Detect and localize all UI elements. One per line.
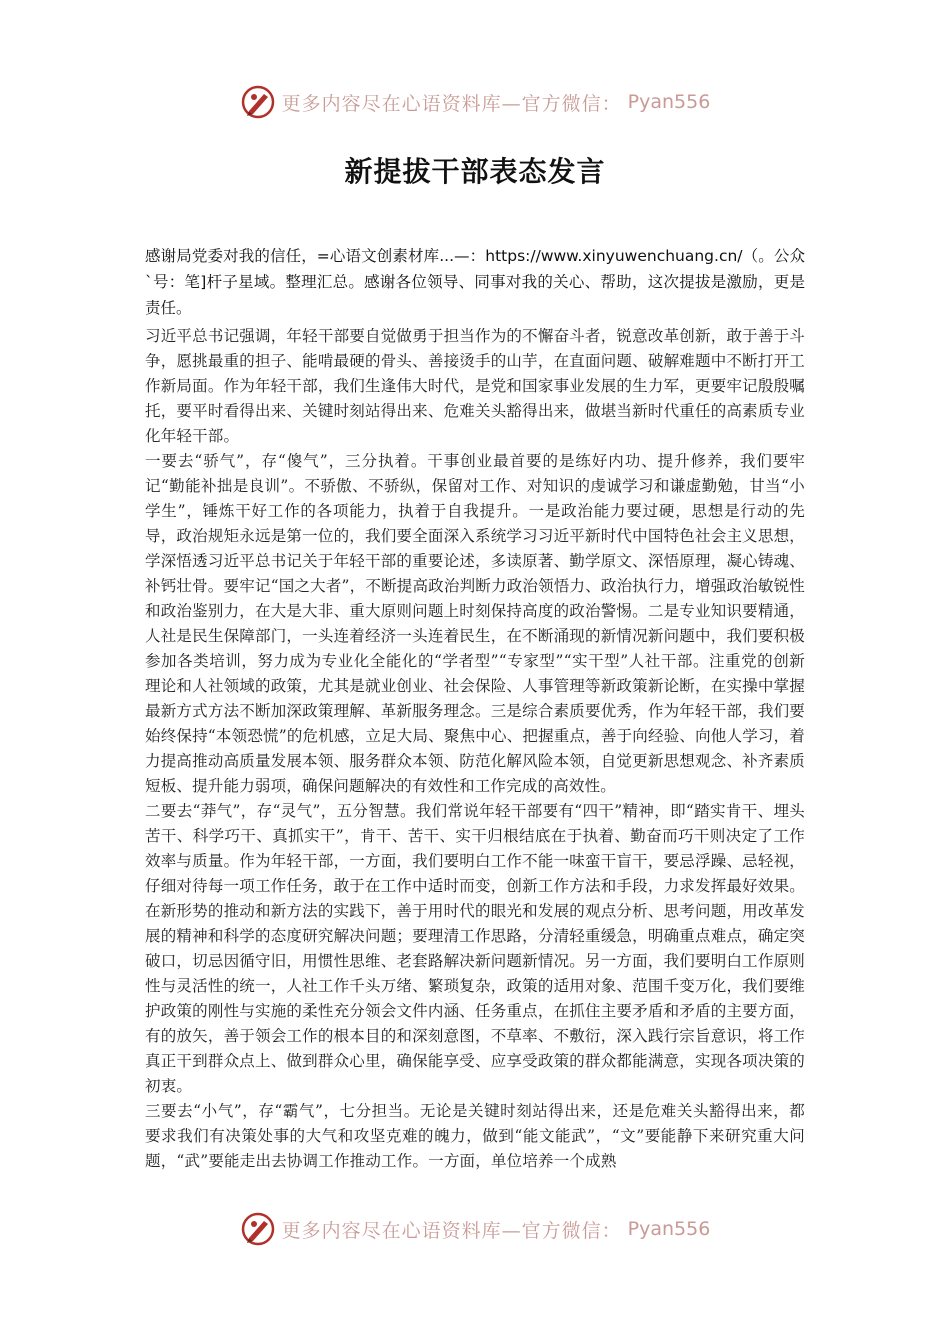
body-paragraph: 一要去“骄气”，存“傻气”，三分执着。干事创业最首要的是练好内功、提升修养，我们要牢记“勤能补拙是良训”。不骄傲、不骄纵，保留对工作、对知识的虔诚学习和谦虚勤勉，甘当“小学生”，锤炼干好工作的各项能力，执着于自我提升。一是政治能力要过硬，思想是行动的先导，政治规矩永远是第一位的，我们要全面深入系统学习习近平新时代中国特色社会主义思想，学深悟透习近平总书记关于年轻干部的重要论述，多读原著、勤学原文、深悟原理，凝心铸魂、补钙壮骨。要牢记“国之大者”，不断提高政治判断力政治领悟力、政治执行力，增强政治敏锐性和政治鉴别力，在大是大非、重大原则问题上时刻保持高度的政治警惕。二是专业知识要精通，人社是民生保障部门，一头连着经济一头连着民生，在不断涌现的新情况新问题中，我们要积极参加各类培训，努力成为专业化全能化的“学者型”“专家型”“实干型”人社干部。注重党的创新理论和人社领域的政策，尤其是就业创业、社会保险、人事管理等新政策新论断，在实操中掌握最新方式方法不断加深政策理解、革新服务理念。三是综合素质要优秀，作为年轻干部，我们要始终保持“本领恐慌”的危机感，立足大局、聚焦中心、把握重点，善于向经验、向他人学习，着力提高推动高质量发展本领、服务群众本领、防范化解风险本领，自觉更新思想观念、补齐素质短板、提升能力弱项，确保问题解决的有效性和工作完成的高效性。 xyxy=(145,452,805,795)
body-paragraph: 习近平总书记强调，年轻干部要自觉做勇于担当作为的不懈奋斗者，锐意改革创新，敢于善于斗争，愿挑最重的担子、能啃最硬的骨头、善接烫手的山芋，在直面问题、破解难题中不断打开工作新局面。作为年轻干部，我们生逢伟大时代，是党和国家事业发展的生力军，更要牢记殷殷嘱托，要平时看得出来、关键时刻站得出来、危难关头豁得出来，做堪当新时代重任的高素质专业化年轻干部。 xyxy=(145,327,805,445)
document-body xyxy=(145,243,805,1174)
header-banner xyxy=(0,82,950,122)
footer-banner xyxy=(0,1209,950,1249)
banner-wechat-id: Pyan556 xyxy=(627,91,711,113)
banner-wechat-id: Pyan556 xyxy=(627,1218,711,1240)
intro-paragraph: 感谢局党委对我的信任，=心语文创素材库...—：https://www.xinyuwenchuang.cn/（。公众`号：笔]杆子星域。整理汇总。感谢各位领导、同事对我的关心、帮助，这次提拔是激励，更是责任。 xyxy=(145,247,805,317)
document-title: 新提拔干部表态发言 xyxy=(344,155,606,188)
body-paragraph: 二要去“莽气”，存“灵气”，五分智慧。我们常说年轻干部要有“四干”精神，即“踏实肯干、埋头苦干、科学巧干、真抓实干”，肯干、苦干、实干归根结底在于执着、勤奋而巧干则决定了工作效率与质量。作为年轻干部，一方面，我们要明白工作不能一味蛮干盲干，要忌浮躁、忌轻视，仔细对待每一项工作任务，敢于在工作中适时而变，创新工作方法和手段，力求发挥最好效果。在新形势的推动和新方法的实践下，善于用时代的眼光和发展的观点分析、思考问题，用改革发展的精神和科学的态度研究解决问题；要理清工作思路，分清轻重缓急，明确重点难点，确定突破口，切忌因循守旧，用惯性思维、老套路解决新问题新情况。另一方面，我们要明白工作原则性与灵活性的统一，人社工作千头万绪、繁琐复杂，政策的适用对象、范围千变万化，我们要维护政策的刚性与实施的柔性充分领会文件内涵、任务重点，在抓住主要矛盾和矛盾的主要方面，有的放矢，善于领会工作的根本目的和深刻意图，不草率、不敷衍，深入践行宗旨意识，将工作真正干到群众点上、做到群众心里，确保能享受、应享受政策的群众都能满意，实现各项决策的初衷。 xyxy=(145,802,805,1095)
body-paragraph: 三要去“小气”，存“霸气”，七分担当。无论是关键时刻站得出来，还是危难关头豁得出来，都要求我们有决策处事的大气和攻坚克难的魄力，做到“能文能武”，“文”要能静下来研究重大问题，“武”要能走出去协调工作推动工作。一方面，单位培养一个成熟 xyxy=(145,1102,805,1170)
pen-logo-icon xyxy=(240,1211,276,1247)
pen-logo-icon xyxy=(240,84,276,120)
banner-text: 更多内容尽在心语资料库—官方微信： xyxy=(281,92,622,115)
banner-text: 更多内容尽在心语资料库—官方微信： xyxy=(281,1219,622,1242)
